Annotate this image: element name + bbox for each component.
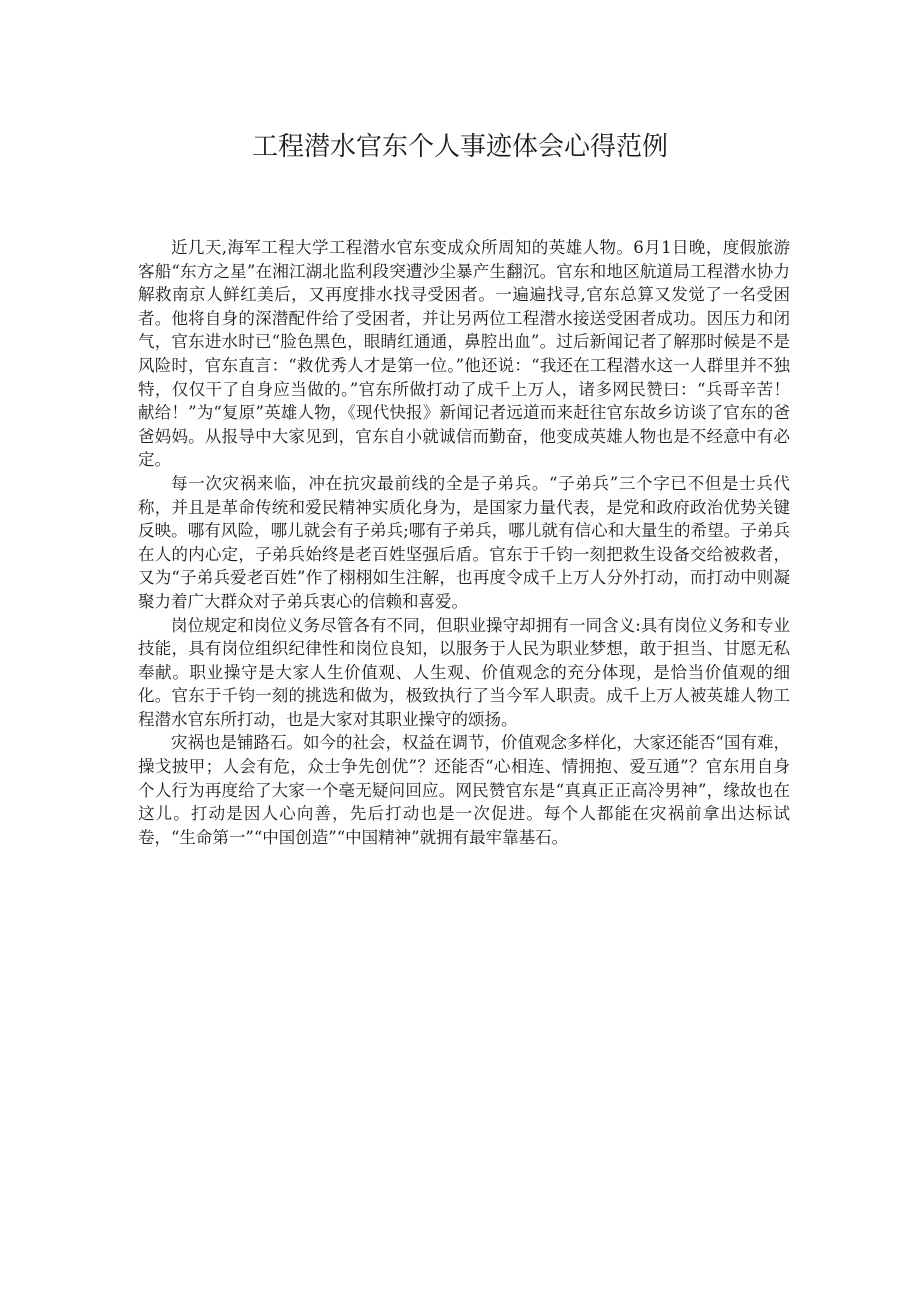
paragraph-2: 每一次灾祸来临，冲在抗灾最前线的全是子弟兵。“子弟兵”三个字已不但是士兵代称，并且是革命传统和爱民精神实质化身为，是国家力量代表，是党和政府政治优势关键反映。哪有风险，哪儿就会有子弟兵;哪有子弟兵，哪儿就有信心和大量生的希望。子弟兵在人的内心定，子弟兵始终是老百姓坚强后盾。官东于千钧一刻把救生设备交给被救者，又为“子弟兵爱老百姓”作了栩栩如生注解，也再度令成千上万人分外打动，而打动中则凝聚力着广大群众对子弟兵衷心的信赖和喜爱。 (138, 473, 790, 611)
document-body (138, 236, 790, 849)
paragraph-1: 近几天,海军工程大学工程潜水官东变成众所周知的英雄人物。6月1日晚，度假旅游客船“东方之星”在湘江湖北监利段突遭沙尘暴产生翻沉。官东和地区航道局工程潜水协力解救南京人鲜红美后，又再度排水找寻受困者。一遍遍找寻,官东总算又发觉了一名受困者。他将自身的深潜配件给了受困者，并让另两位工程潜水接送受困者成功。因压力和闭气，官东进水时已“脸色黑色，眼睛红通通，鼻腔出血”。过后新闻记者了解那时候是不是风险时，官东直言：“救优秀人才是第一位。”他还说：“我还在工程潜水这一人群里并不独特，仅仅干了自身应当做的。”官东所做打动了成千上万人，诸多网民赞曰：“兵哥辛苦！献给！”为“复原”英雄人物，《现代快报》新闻记者远道而来赶往官东故乡访谈了官东的爸爸妈妈。从报导中大家见到，官东自小就诚信而勤奋，他变成英雄人物也是不经意中有必定。 (138, 238, 790, 470)
document-title: 工程潜水官东个人事迹体会心得范例 (251, 132, 668, 162)
paragraph-4: 灾祸也是铺路石。如今的社会，权益在调节，价值观念多样化，大家还能否“国有难，操戈披甲；人会有危，众士争先创优”？还能否“心相连、情拥抱、爱互通”？官东用自身个人行为再度给了大家一个毫无疑问回应。网民赞官东是“真真正正高冷男神”，缘故也在这儿。打动是因人心向善，先后打动也是一次促进。每个人都能在灾祸前拿出达标试卷，“生命第一”“中国创造”“中国精神”就拥有最牢靠基石。 (138, 733, 790, 847)
paragraph-3: 岗位规定和岗位义务尽管各有不同，但职业操守却拥有一同含义:具有岗位义务和专业技能，具有岗位组织纪律性和岗位良知，以服务于人民为职业梦想，敢于担当、甘愿无私奉献。职业操守是大家人生价值观、人生观、价值观念的充分体现，是恰当价值观的细化。官东于千钧一刻的挑选和做为，极致执行了当今军人职责。成千上万人被英雄人物工程潜水官东所打动，也是大家对其职业操守的颂扬。 (138, 615, 790, 729)
